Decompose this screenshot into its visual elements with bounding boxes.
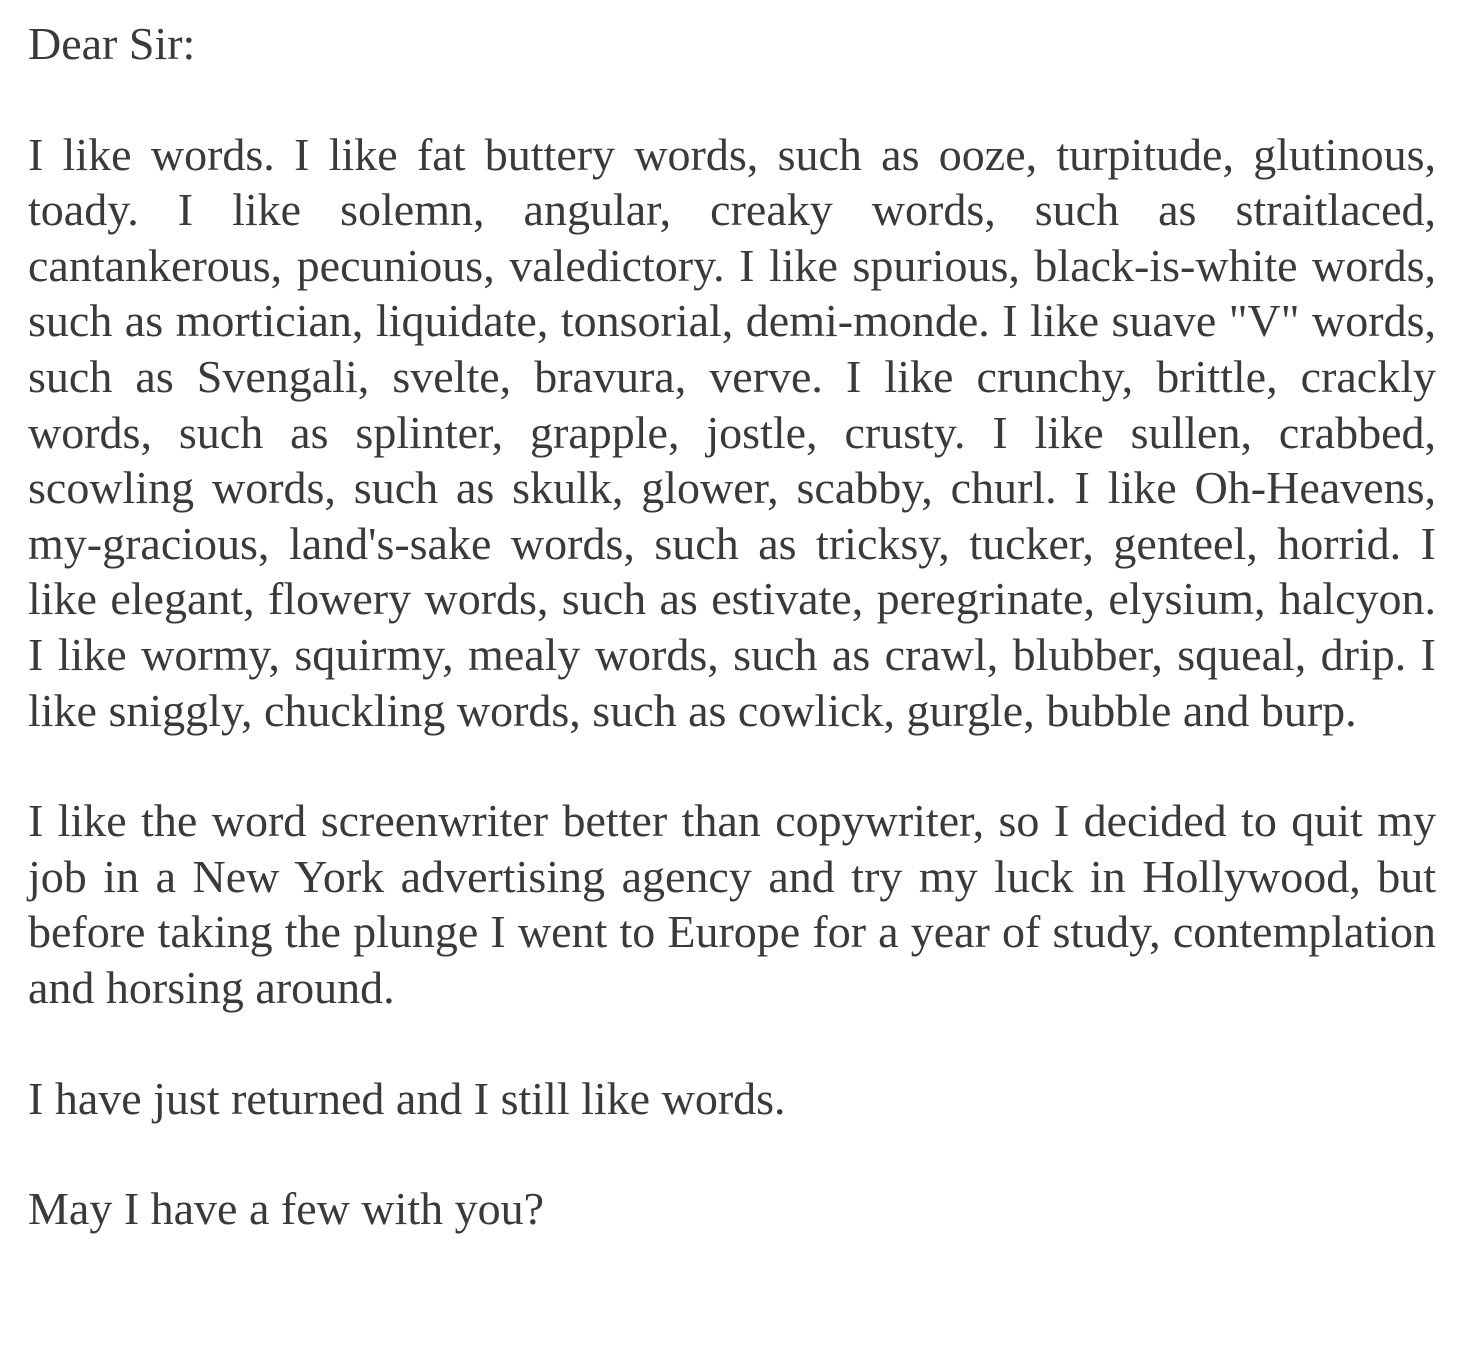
- paragraph-returned: I have just returned and I still like words.: [28, 1072, 786, 1124]
- paragraph-closing-question: May I have a few with you?: [28, 1183, 545, 1235]
- paragraph-screenwriter: I like the word screenwriter better than copywriter, so I decided to quit my job in a New York advertising agency and try my luck in Hollywood, but before taking the plunge I went to Europe for a year of study, contemplation and horsing around.: [28, 795, 1436, 1013]
- salutation: Dear Sir:: [28, 18, 196, 69]
- letter-body: [28, 16, 1436, 1237]
- paragraph-words: I like words. I like fat buttery words, such as ooze, turpitude, glutinous, toady. I like solemn, angular, creaky words, such as straitlaced, cantankerous, pecunious, valedictory. I like spurious, black-is-white words, such as mortician, liquidate, tonsorial, demi-monde. I like suave "V" words, such as Svengali, svelte, bravura, verve. I like crunchy, brittle, crackly words, such as splinter, grapple, jostle, crusty. I like sullen, crabbed, scowling words, such as skulk, glower, scabby, churl. I like Oh-Heavens, my-gracious, land's-sake words, such as tricksy, tucker, genteel, horrid. I like elegant, flowery words, such as estivate, peregrinate, elysium, halcyon. I like wormy, squirmy, mealy words, such as crawl, blubber, squeal, drip. I like sniggly, chuckling words, such as cowlick, gurgle, bubble and burp.: [28, 128, 1436, 736]
